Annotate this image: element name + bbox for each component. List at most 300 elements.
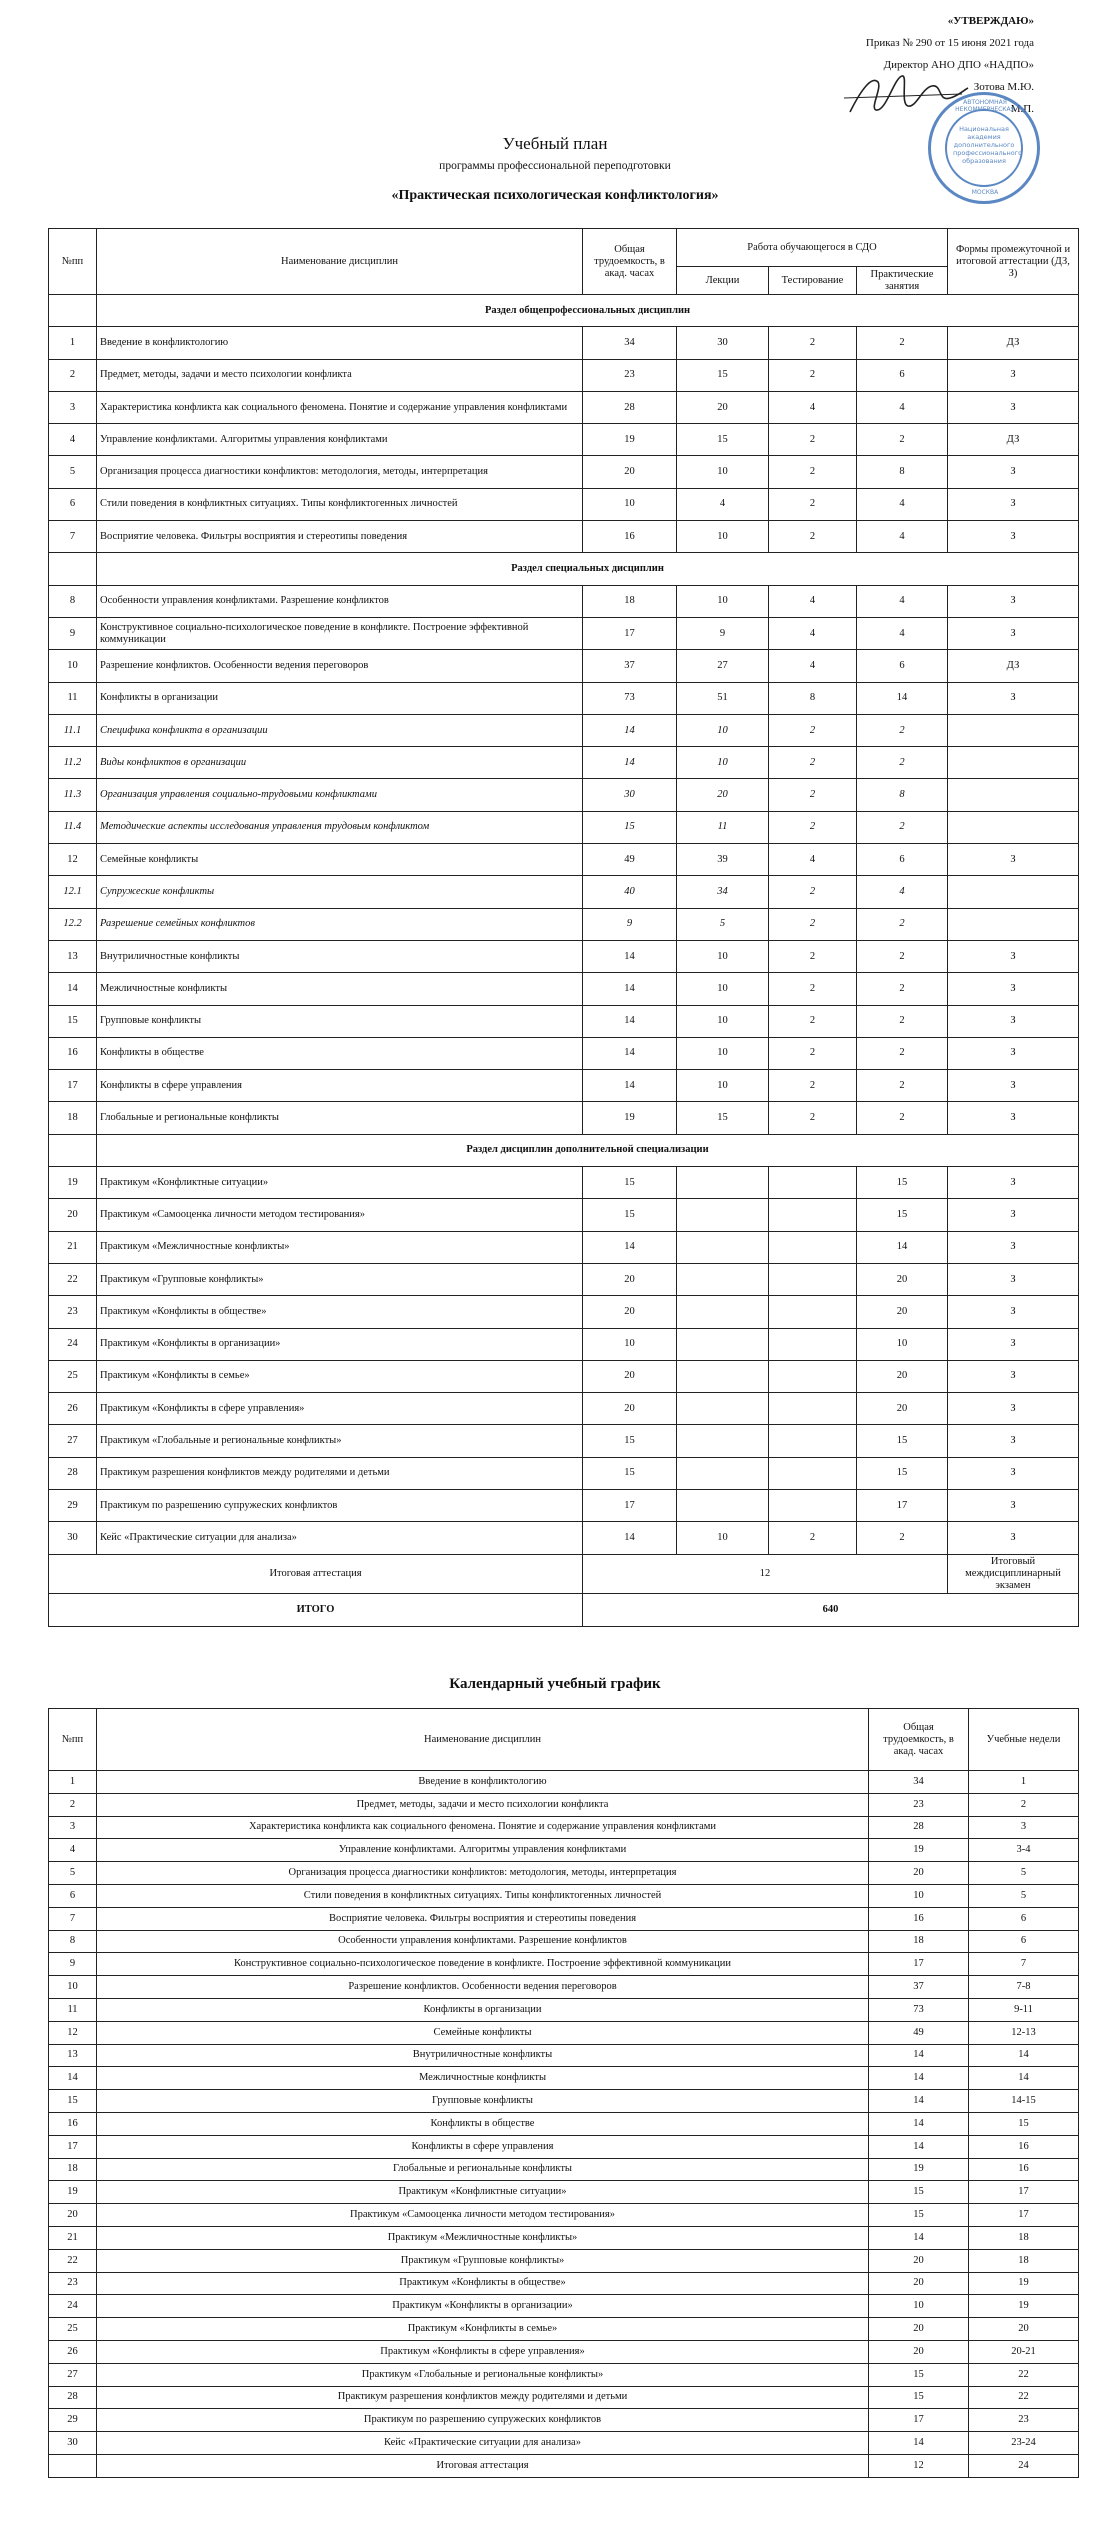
weeks-value: 7 <box>969 1953 1079 1976</box>
hours-value: 20 <box>583 1263 677 1295</box>
hours-value: 20 <box>869 2340 969 2363</box>
discipline-name: Супружеские конфликты <box>97 876 583 908</box>
discipline-name: Внутриличностные конфликты <box>97 940 583 972</box>
lectures-value <box>677 1393 769 1425</box>
row-number: 3 <box>49 391 97 423</box>
table-row <box>49 391 1079 423</box>
testing-value <box>769 1328 857 1360</box>
form-value: З <box>948 585 1079 617</box>
table-row <box>49 1457 1079 1489</box>
lectures-value: 39 <box>677 844 769 876</box>
form-value: З <box>948 1425 1079 1457</box>
discipline-name: Глобальные и региональные конфликты <box>97 1102 583 1134</box>
discipline-name: Специфика конфликта в организации <box>97 714 583 746</box>
row-number: 26 <box>49 2340 97 2363</box>
table-row <box>49 359 1079 391</box>
table-row <box>49 2135 1079 2158</box>
table-row <box>49 1328 1079 1360</box>
practice-value: 6 <box>857 844 948 876</box>
lectures-value: 9 <box>677 617 769 649</box>
hours-value: 19 <box>869 1839 969 1862</box>
discipline-name: Практикум «Глобальные и региональные конфликты» <box>97 1425 583 1457</box>
discipline-name: Глобальные и региональные конфликты <box>97 2158 869 2181</box>
practice-value: 2 <box>857 1102 948 1134</box>
row-number: 21 <box>49 1231 97 1263</box>
hours-value: 10 <box>869 1884 969 1907</box>
testing-value: 8 <box>769 682 857 714</box>
testing-value: 2 <box>769 1005 857 1037</box>
row-number: 2 <box>49 359 97 391</box>
table-row <box>49 2340 1079 2363</box>
row-number: 14 <box>49 2067 97 2090</box>
row-number: 13 <box>49 2044 97 2067</box>
row-number: 1 <box>49 327 97 359</box>
weeks-value: 14-15 <box>969 2090 1079 2113</box>
row-number: 7 <box>49 1907 97 1930</box>
form-value: З <box>948 1296 1079 1328</box>
row-number: 20 <box>49 1199 97 1231</box>
seal-center: Национальная академия дополнительного профессионального образования <box>953 125 1023 165</box>
form-value: З <box>948 940 1079 972</box>
row-number: 16 <box>49 1037 97 1069</box>
weeks-value: 5 <box>969 1862 1079 1885</box>
hours-value: 10 <box>583 1328 677 1360</box>
table-row <box>49 1998 1079 2021</box>
discipline-name: Характеристика конфликта как социального феномена. Понятие и содержание управления конфликтами <box>97 1816 869 1839</box>
practice-value: 2 <box>857 908 948 940</box>
row-number: 8 <box>49 585 97 617</box>
testing-value: 4 <box>769 585 857 617</box>
section-spacer <box>49 553 97 585</box>
testing-value <box>769 1457 857 1489</box>
row-number: 12 <box>49 844 97 876</box>
row-number: 22 <box>49 1263 97 1295</box>
discipline-name: Практикум «Межличностные конфликты» <box>97 1231 583 1263</box>
form-value: З <box>948 1360 1079 1392</box>
row-number: 11.2 <box>49 747 97 779</box>
table-row <box>49 2090 1079 2113</box>
weeks-value: 17 <box>969 2181 1079 2204</box>
weeks-value: 22 <box>969 2386 1079 2409</box>
form-value <box>948 811 1079 843</box>
row-number: 19 <box>49 1167 97 1199</box>
discipline-name: Практикум «Конфликты в семье» <box>97 1360 583 1392</box>
discipline-name: Практикум «Конфликтные ситуации» <box>97 1167 583 1199</box>
practice-value: 2 <box>857 714 948 746</box>
cal-col-name: Наименование дисциплин <box>97 1709 869 1771</box>
hours-value: 14 <box>583 1231 677 1263</box>
table-row <box>49 2318 1079 2341</box>
hours-value: 37 <box>583 650 677 682</box>
hours-value: 14 <box>583 1070 677 1102</box>
row-number: 26 <box>49 1393 97 1425</box>
discipline-name: Конструктивное социально-психологическое поведение в конфликте. Построение эффективной коммуникации <box>97 617 583 649</box>
lectures-value: 10 <box>677 1005 769 1037</box>
lectures-value: 11 <box>677 811 769 843</box>
lectures-value <box>677 1167 769 1199</box>
discipline-name: Стили поведения в конфликтных ситуациях. Типы конфликтогенных личностей <box>97 488 583 520</box>
weeks-value: 17 <box>969 2204 1079 2227</box>
hours-value: 20 <box>869 2318 969 2341</box>
weeks-value: 6 <box>969 1930 1079 1953</box>
table-row <box>49 1360 1079 1392</box>
weeks-value: 15 <box>969 2112 1079 2135</box>
form-value: З <box>948 488 1079 520</box>
discipline-name: Характеристика конфликта как социального феномена. Понятие и содержание управления конфликтами <box>97 391 583 423</box>
form-value: З <box>948 617 1079 649</box>
seal-ring-top: АВТОНОМНАЯ НЕКОММЕРЧЕСКАЯ <box>955 99 1015 113</box>
practice-value: 2 <box>857 1037 948 1069</box>
discipline-name: Практикум «Конфликты в организации» <box>97 1328 583 1360</box>
hours-value: 14 <box>583 1522 677 1554</box>
weeks-value: 14 <box>969 2044 1079 2067</box>
total-row <box>49 1593 1079 1626</box>
row-number: 13 <box>49 940 97 972</box>
row-number: 1 <box>49 1771 97 1794</box>
hours-value: 18 <box>583 585 677 617</box>
hours-value: 17 <box>869 1953 969 1976</box>
row-number: 22 <box>49 2249 97 2272</box>
row-number: 11.3 <box>49 779 97 811</box>
lectures-value: 30 <box>677 327 769 359</box>
row-number: 11.4 <box>49 811 97 843</box>
table-row <box>49 2158 1079 2181</box>
hours-value: 15 <box>583 811 677 843</box>
row-number: 12 <box>49 2021 97 2044</box>
discipline-name: Восприятие человека. Фильтры восприятия и стереотипы поведения <box>97 1907 869 1930</box>
lectures-value: 10 <box>677 1522 769 1554</box>
hours-value: 73 <box>583 682 677 714</box>
practice-value: 20 <box>857 1360 948 1392</box>
practice-value: 14 <box>857 682 948 714</box>
table-row <box>49 488 1079 520</box>
table-row <box>49 2226 1079 2249</box>
practice-value: 8 <box>857 456 948 488</box>
row-number: 28 <box>49 2386 97 2409</box>
row-number: 21 <box>49 2226 97 2249</box>
row-number: 27 <box>49 2363 97 2386</box>
practice-value: 15 <box>857 1199 948 1231</box>
col-hours: Общая трудоемкость, в акад. часах <box>583 229 677 295</box>
hours-value: 9 <box>583 908 677 940</box>
testing-value: 4 <box>769 391 857 423</box>
weeks-value: 5 <box>969 1884 1079 1907</box>
hours-value: 10 <box>869 2295 969 2318</box>
row-number: 6 <box>49 488 97 520</box>
form-value: З <box>948 456 1079 488</box>
discipline-name: Разрешение конфликтов. Особенности ведения переговоров <box>97 1976 869 1999</box>
practice-value: 4 <box>857 391 948 423</box>
discipline-name: Практикум «Конфликты в обществе» <box>97 1296 583 1328</box>
hours-value: 15 <box>869 2181 969 2204</box>
testing-value: 2 <box>769 488 857 520</box>
discipline-name: Введение в конфликтологию <box>97 327 583 359</box>
lectures-value: 10 <box>677 1070 769 1102</box>
row-number: 23 <box>49 2272 97 2295</box>
testing-value <box>769 1167 857 1199</box>
hours-value: 28 <box>869 1816 969 1839</box>
discipline-name: Групповые конфликты <box>97 2090 869 2113</box>
testing-value <box>769 1263 857 1295</box>
row-number: 17 <box>49 1070 97 1102</box>
practice-value: 15 <box>857 1457 948 1489</box>
table-row <box>49 2386 1079 2409</box>
calendar-table <box>48 1708 1079 2478</box>
table-row <box>49 1930 1079 1953</box>
lectures-value <box>677 1231 769 1263</box>
table-row <box>49 2363 1079 2386</box>
hours-value: 14 <box>869 2135 969 2158</box>
practice-value: 2 <box>857 940 948 972</box>
discipline-name: Практикум «Конфликты в организации» <box>97 2295 869 2318</box>
table-row <box>49 1862 1079 1885</box>
table-row <box>49 1199 1079 1231</box>
seal-ring-bottom: МОСКВА <box>971 189 999 196</box>
testing-value: 4 <box>769 844 857 876</box>
row-number: 5 <box>49 456 97 488</box>
testing-value <box>769 1231 857 1263</box>
hours-value: 14 <box>583 1005 677 1037</box>
lectures-value <box>677 1199 769 1231</box>
lectures-value: 10 <box>677 585 769 617</box>
table-row <box>49 1839 1079 1862</box>
practice-value: 14 <box>857 1231 948 1263</box>
table-row <box>49 1263 1079 1295</box>
hours-value: 15 <box>583 1199 677 1231</box>
row-number: 24 <box>49 2295 97 2318</box>
hours-value: 19 <box>583 1102 677 1134</box>
form-value: З <box>948 1070 1079 1102</box>
table-row <box>49 2067 1079 2090</box>
col-lectures: Лекции <box>677 267 769 295</box>
table-row <box>49 2295 1079 2318</box>
table-row <box>49 2272 1079 2295</box>
row-number: 5 <box>49 1862 97 1885</box>
discipline-name: Межличностные конфликты <box>97 2067 869 2090</box>
discipline-name: Групповые конфликты <box>97 1005 583 1037</box>
table-row <box>49 1070 1079 1102</box>
form-value: ДЗ <box>948 650 1079 682</box>
discipline-name: Конструктивное социально-психологическое поведение в конфликте. Построение эффективной коммуникации <box>97 1953 869 1976</box>
form-value: З <box>948 1005 1079 1037</box>
doc-title: Учебный план <box>502 134 608 153</box>
testing-value: 2 <box>769 940 857 972</box>
lectures-value: 15 <box>677 359 769 391</box>
table-row <box>49 1425 1079 1457</box>
table-row <box>49 2021 1079 2044</box>
discipline-name: Конфликты в организации <box>97 682 583 714</box>
form-value: З <box>948 844 1079 876</box>
table-row <box>49 1793 1079 1816</box>
row-number: 16 <box>49 2112 97 2135</box>
table-row <box>49 1771 1079 1794</box>
table-row <box>49 1976 1079 1999</box>
practice-value: 2 <box>857 973 948 1005</box>
discipline-name: Практикум «Глобальные и региональные конфликты» <box>97 2363 869 2386</box>
form-value: З <box>948 1489 1079 1521</box>
discipline-name: Стили поведения в конфликтных ситуациях. Типы конфликтогенных личностей <box>97 1884 869 1907</box>
weeks-value: 23-24 <box>969 2432 1079 2455</box>
row-number: 18 <box>49 1102 97 1134</box>
hours-value: 16 <box>583 521 677 553</box>
weeks-value: 12-13 <box>969 2021 1079 2044</box>
discipline-name: Практикум «Самооценка личности методом тестирования» <box>97 1199 583 1231</box>
discipline-name: Конфликты в организации <box>97 1998 869 2021</box>
row-number: 11 <box>49 682 97 714</box>
discipline-name: Практикум «Групповые конфликты» <box>97 1263 583 1295</box>
hours-value: 14 <box>583 747 677 779</box>
hours-value: 73 <box>869 1998 969 2021</box>
col-num: №пп <box>49 229 97 295</box>
lectures-value <box>677 1263 769 1295</box>
testing-value <box>769 1425 857 1457</box>
hours-value: 14 <box>583 714 677 746</box>
testing-value: 2 <box>769 327 857 359</box>
table-row <box>49 1296 1079 1328</box>
table-row <box>49 2454 1079 2477</box>
discipline-name: Особенности управления конфликтами. Разрешение конфликтов <box>97 1930 869 1953</box>
discipline-name: Конфликты в обществе <box>97 1037 583 1069</box>
table-row <box>49 2432 1079 2455</box>
lectures-value: 15 <box>677 424 769 456</box>
hours-value: 14 <box>583 940 677 972</box>
final-hours: 12 <box>583 1554 948 1593</box>
col-practice: Практические занятия <box>857 267 948 295</box>
row-number: 23 <box>49 1296 97 1328</box>
lectures-value <box>677 1457 769 1489</box>
hours-value: 17 <box>583 1489 677 1521</box>
row-number: 12.2 <box>49 908 97 940</box>
weeks-value: 20 <box>969 2318 1079 2341</box>
testing-value: 4 <box>769 650 857 682</box>
testing-value: 2 <box>769 456 857 488</box>
lectures-value: 4 <box>677 488 769 520</box>
discipline-name: Организация процесса диагностики конфликтов: методология, методы, интерпретация <box>97 456 583 488</box>
table-row <box>49 1102 1079 1134</box>
col-forms: Формы промежуточной и итоговой аттестации (ДЗ, З) <box>948 229 1079 295</box>
weeks-value: 18 <box>969 2226 1079 2249</box>
total-hours: 640 <box>583 1593 1079 1626</box>
row-number: 4 <box>49 424 97 456</box>
discipline-name: Практикум по разрешению супружеских конфликтов <box>97 2409 869 2432</box>
discipline-name: Семейные конфликты <box>97 2021 869 2044</box>
practice-value: 10 <box>857 1328 948 1360</box>
table-row <box>49 2204 1079 2227</box>
practice-value: 20 <box>857 1263 948 1295</box>
discipline-name: Практикум разрешения конфликтов между родителями и детьми <box>97 2386 869 2409</box>
table-row <box>49 521 1079 553</box>
testing-value: 2 <box>769 973 857 1005</box>
discipline-name: Конфликты в обществе <box>97 2112 869 2135</box>
row-number: 9 <box>49 617 97 649</box>
practice-value: 15 <box>857 1425 948 1457</box>
testing-value: 2 <box>769 359 857 391</box>
row-number: 29 <box>49 1489 97 1521</box>
hours-value: 40 <box>583 876 677 908</box>
lectures-value: 27 <box>677 650 769 682</box>
discipline-name: Управление конфликтами. Алгоритмы управления конфликтами <box>97 424 583 456</box>
discipline-name: Межличностные конфликты <box>97 973 583 1005</box>
hours-value: 20 <box>583 1360 677 1392</box>
discipline-name: Разрешение конфликтов. Особенности ведения переговоров <box>97 650 583 682</box>
lectures-value: 20 <box>677 779 769 811</box>
discipline-name: Практикум «Конфликты в сфере управления» <box>97 2340 869 2363</box>
hours-value: 20 <box>583 456 677 488</box>
row-number: 30 <box>49 1522 97 1554</box>
discipline-name: Кейс «Практические ситуации для анализа» <box>97 1522 583 1554</box>
hours-value: 14 <box>869 2112 969 2135</box>
row-number: 28 <box>49 1457 97 1489</box>
table-row <box>49 2249 1079 2272</box>
weeks-value: 2 <box>969 1793 1079 1816</box>
form-value <box>948 714 1079 746</box>
form-value: З <box>948 682 1079 714</box>
lectures-value: 10 <box>677 714 769 746</box>
discipline-name: Предмет, методы, задачи и место психологии конфликта <box>97 1793 869 1816</box>
approval-mp: М.П. <box>1010 103 1034 115</box>
doc-subtitle: программы профессиональной переподготовки <box>439 160 671 172</box>
hours-value: 14 <box>583 973 677 1005</box>
table-row <box>49 650 1079 682</box>
lectures-value: 10 <box>677 973 769 1005</box>
table-row <box>49 1489 1079 1521</box>
row-number: 30 <box>49 2432 97 2455</box>
testing-value: 2 <box>769 1522 857 1554</box>
practice-value: 20 <box>857 1393 948 1425</box>
row-number: 14 <box>49 973 97 1005</box>
hours-value: 15 <box>583 1167 677 1199</box>
practice-value: 15 <box>857 1167 948 1199</box>
discipline-name: Практикум «Конфликты в обществе» <box>97 2272 869 2295</box>
testing-value: 2 <box>769 424 857 456</box>
approval-director: Директор АНО ДПО «НАДПО» <box>883 59 1034 71</box>
row-number: 24 <box>49 1328 97 1360</box>
form-value: З <box>948 1263 1079 1295</box>
row-number: 7 <box>49 521 97 553</box>
discipline-name: Итоговая аттестация <box>97 2454 869 2477</box>
row-number: 17 <box>49 2135 97 2158</box>
cal-col-num: №пп <box>49 1709 97 1771</box>
form-value: З <box>948 1457 1079 1489</box>
col-name: Наименование дисциплин <box>97 229 583 295</box>
practice-value: 20 <box>857 1296 948 1328</box>
form-value: З <box>948 973 1079 1005</box>
hours-value: 17 <box>869 2409 969 2432</box>
testing-value: 2 <box>769 1102 857 1134</box>
row-number: 15 <box>49 1005 97 1037</box>
testing-value <box>769 1489 857 1521</box>
lectures-value <box>677 1489 769 1521</box>
hours-value: 15 <box>869 2204 969 2227</box>
row-number: 10 <box>49 650 97 682</box>
weeks-value: 19 <box>969 2295 1079 2318</box>
lectures-value: 34 <box>677 876 769 908</box>
weeks-value: 23 <box>969 2409 1079 2432</box>
row-number: 25 <box>49 1360 97 1392</box>
testing-value: 2 <box>769 779 857 811</box>
testing-value: 2 <box>769 1037 857 1069</box>
testing-value <box>769 1296 857 1328</box>
lectures-value: 10 <box>677 521 769 553</box>
section-title: Раздел общепрофессиональных дисциплин <box>97 295 1079 327</box>
practice-value: 2 <box>857 1070 948 1102</box>
hours-value: 20 <box>869 2249 969 2272</box>
discipline-name: Разрешение семейных конфликтов <box>97 908 583 940</box>
lectures-value: 10 <box>677 456 769 488</box>
table-row <box>49 2044 1079 2067</box>
testing-value: 4 <box>769 617 857 649</box>
weeks-value: 22 <box>969 2363 1079 2386</box>
